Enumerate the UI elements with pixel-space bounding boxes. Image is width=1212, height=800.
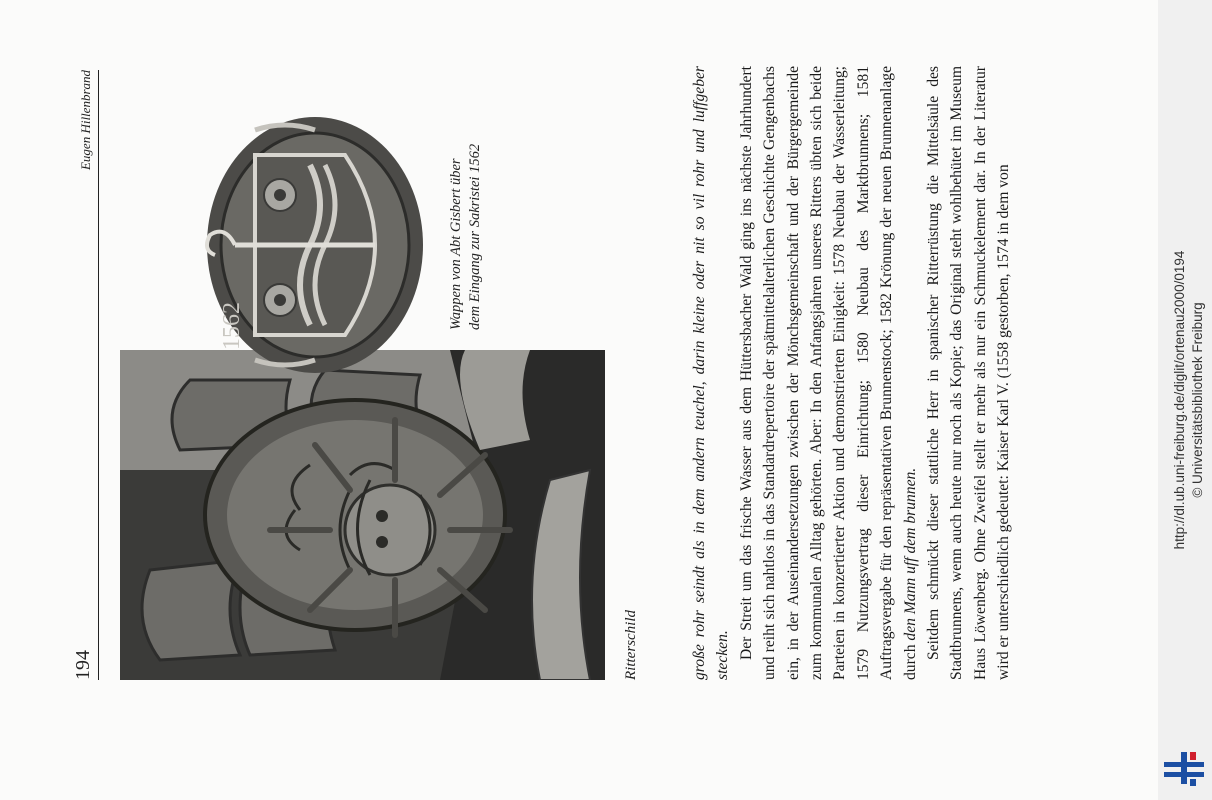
seal-caption-line2: dem Eingang zur Sakristei 1562 bbox=[467, 143, 483, 330]
paragraph-streit-italic: den Mann uff dem brunnen. bbox=[901, 467, 919, 641]
seal-caption bbox=[447, 70, 485, 330]
paragraph-quote: große rohr seindt als in dem andern teuchel, darin kleine oder nit so vil rohr und luffgeber stecken. bbox=[691, 66, 732, 680]
coat-of-arms-image bbox=[195, 70, 425, 420]
running-head: Eugen Hillenbrand bbox=[78, 70, 93, 171]
page-number: 194 bbox=[72, 650, 94, 680]
seal-year: 1562 bbox=[219, 302, 245, 350]
abbot-coat-of-arms-photo bbox=[195, 70, 425, 420]
paragraph-streit-main: Der Streit um das frische Wasser aus dem Hüttersbacher Wald ging ins nächste Jahrhundert und reiht sich nahtlos in das Standardrepertoire der spätmittelalterlichen Geschichte Gengenbachs ein, in der Auseinandersetzungen zwischen der Mönchsgemeinschaft und der Bürgergemeinde zum kommunalen Alltag gehörten. Aber: In den Anfangsjahren unseres Ritters übten sich beide Parteien in konzertierter Aktion und demonstrierten Einigkeit: 1578 Neubau der Wasserleitung; 1579 Nutzungsvertrag dieser Einrichtung; 1580 Neubau des Marktbrunnens; 1581 Auftragsvergabe für den repräsentativen Brunnenstock; 1582 Krönung der neuen Brunnenanlage durch bbox=[737, 66, 919, 680]
paragraph-streit bbox=[735, 66, 922, 680]
main-photo-caption: Ritterschild bbox=[623, 610, 639, 680]
source-url[interactable]: http://dl.ub.uni-freiburg.de/diglit/ortenau2000/0194 bbox=[1172, 250, 1187, 550]
copyright-notice: © Universitätsbibliothek Freiburg bbox=[1190, 302, 1205, 498]
library-credit bbox=[1171, 120, 1207, 680]
page-header bbox=[72, 70, 99, 680]
library-logo-icon bbox=[1162, 748, 1206, 788]
body-text bbox=[688, 66, 1016, 680]
seal-caption-line1: Wappen von Abt Gisbert über bbox=[448, 158, 464, 330]
paragraph-seitdem: Seitdem schmückt dieser stattliche Herr in spanischer Ritterrüstung die Mittelsäule des Stadtbrunnens, wenn auch heute nur noch als Kopie; das Original steht wohlbehütet im Museum Haus Löwenberg. Ohne Zweifel stellt er mehr als nur ein Schmuckelement dar. In der Literatur wird er unterschiedlich gedeutet: Kaiser Karl V. (1558 gestorben, 1574 in dem von bbox=[925, 66, 1013, 680]
